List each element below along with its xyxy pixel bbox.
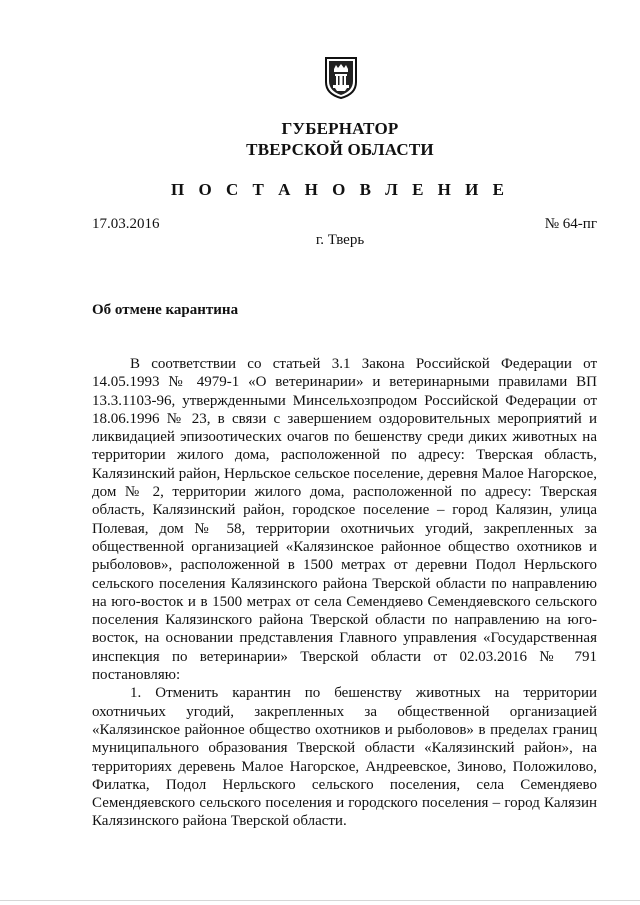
tver-coat-of-arms-icon <box>324 56 358 100</box>
document-type: П О С Т А Н О В Л Е Н И Е <box>171 180 509 199</box>
document-date: 17.03.2016 <box>92 216 160 232</box>
issuer-title: ГУБЕРНАТОР <box>281 119 399 138</box>
document-city: г. Тверь <box>315 232 365 248</box>
document-number: № 64-пг <box>544 216 597 232</box>
document-subject: Об отмене карантина <box>92 302 239 318</box>
preamble-paragraph: В соответствии со статьей 3.1 Закона Российской Федерации от 14.05.1993 № 4979-1 «О ветеринарии» и ветеринарными правилами ВП 13.3.1103-96, утвержденными Минсельхозпродом Российской Федерации от 18.06.1996 № 23, в связи с завершением оздоровительных мероприятий и ликвидацией эпизоотических очагов по бешенству среди диких животных на территории жилого дома, расположенной по адресу: Тверская область, Калязинский район, Нерльское сельское поселение, деревня Малое Нагорское, дом № 2, территории жилого дома, расположенной по адресу: Тверская область, Калязинский район, городское поселение – город Калязин, улица Полевая, дом № 58, территории охотничьих угодий, закрепленных за общественной организацией «Калязинское районное общество охотников и рыболовов», расположенной в 1500 метрах от деревни Подол Нерльского сельского поселения Калязинского района Тверской области по направлению на юго-восток и в 1500 метрах от села Семендяево Семендяевского сельского поселения Калязинского района Тверской области по направлению на юго-восток, на основании представления Главного управления «Государственная инспекция по ветеринарии» Тверской области от 02.03.2016 № 791 постановляю: <box>92 356 597 684</box>
issuer-region: ТВЕРСКОЙ ОБЛАСТИ <box>246 140 434 159</box>
decree-item-1: 1. Отменить карантин по бешенству животных на территории охотничьих угодий, закрепленных за общественной организацией «Калязинское районное общество охотников и рыболовов» в пределах границ муниципального образования Тверской области «Калязинский район», на территориях деревень Малое Нагорское, Андреевское, Зиново, Положилово, Филатка, Подол Нерльского сельского поселения, села Семендяево Семендяевского сельского поселения и городского поселения – город Калязин Калязинского района Тверской области. <box>92 685 597 830</box>
document-body <box>92 355 597 831</box>
page-bottom-edge <box>0 900 640 901</box>
